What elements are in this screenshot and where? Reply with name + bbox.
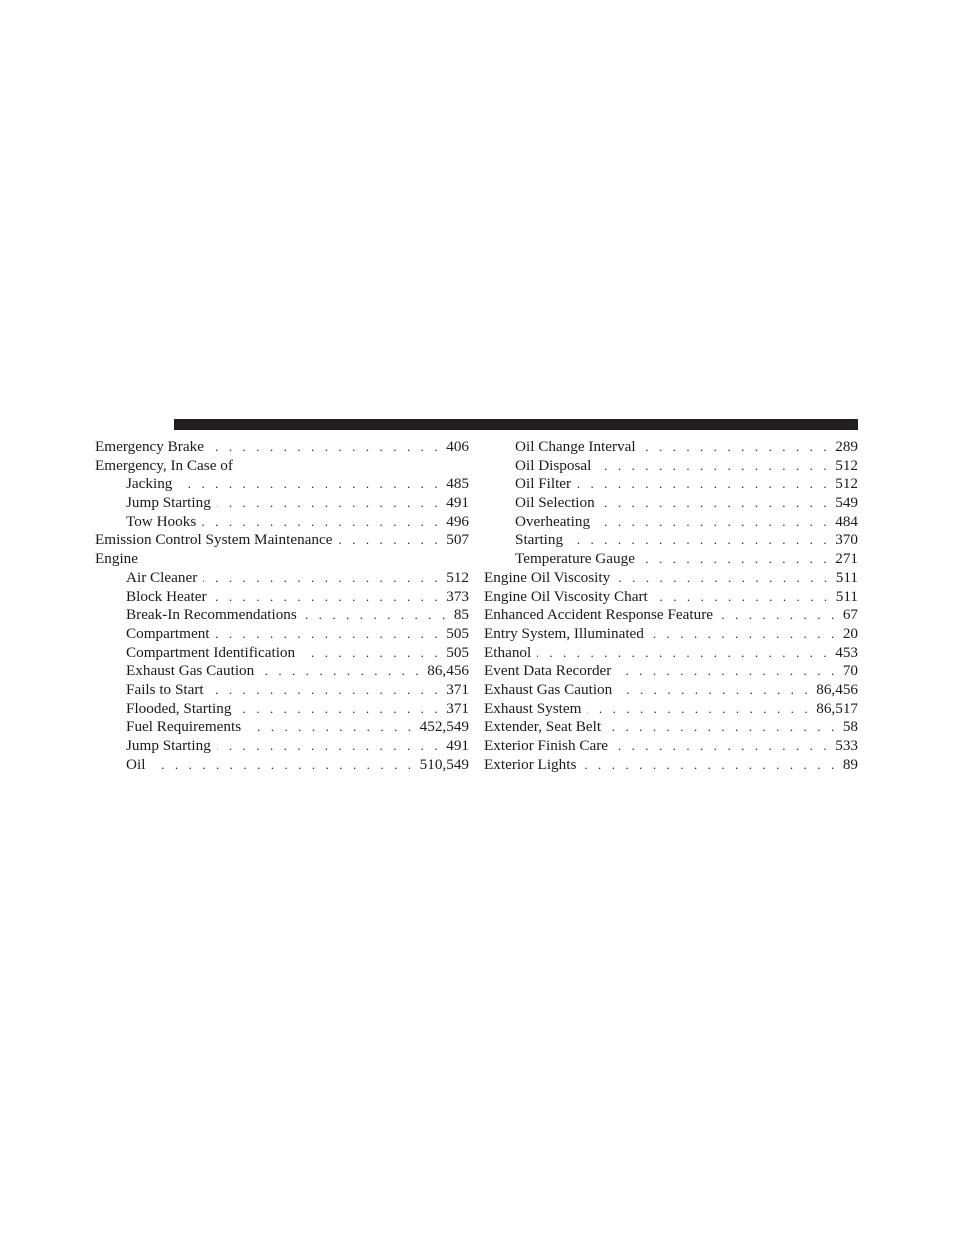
index-entry	[484, 700, 858, 719]
index-entry-label: Jacking	[126, 475, 173, 493]
index-entry	[484, 737, 858, 756]
index-entry	[484, 513, 858, 532]
index-entry-page: 271	[835, 550, 858, 568]
index-entry-label: Emergency, In Case of	[95, 456, 233, 474]
index-entry-page: 512	[835, 475, 858, 493]
index-entry	[95, 737, 469, 756]
index-entry-page: 505	[446, 624, 469, 642]
index-entry-label: Starting	[515, 531, 564, 549]
index-entry-label: Emission Control System Maintenance	[95, 531, 333, 549]
dot-leader	[203, 569, 441, 588]
index-entry-page: 371	[446, 680, 469, 698]
index-entry	[484, 550, 858, 569]
dot-leader	[617, 662, 837, 681]
dot-leader	[237, 700, 441, 719]
index-entry	[484, 438, 858, 457]
index-entry-label: Compartment	[126, 624, 210, 642]
index-entry	[484, 494, 858, 513]
dot-leader	[597, 457, 830, 476]
dot-leader	[210, 438, 441, 457]
index-entry-label: Engine Oil Viscosity	[484, 568, 611, 586]
index-entry	[484, 718, 858, 737]
index-entry-label: Fails to Start	[126, 680, 204, 698]
dot-leader	[260, 662, 422, 681]
index-entry-page: 510,549	[419, 755, 469, 773]
index-entry-page: 484	[835, 512, 858, 530]
index-entry-page: 491	[446, 737, 469, 754]
index-entry-label: Block Heater	[126, 587, 207, 605]
index-entry-page: 86,517	[816, 699, 858, 717]
index-entry	[484, 644, 858, 663]
index-entry	[484, 756, 858, 775]
index-entry-label: Event Data Recorder	[484, 662, 612, 680]
index-entry-page: 406	[446, 438, 469, 455]
index-entry-label: Exterior Lights	[484, 755, 577, 773]
index-entry-page: 85	[453, 606, 469, 624]
index-entry	[95, 513, 469, 532]
index-column-left	[95, 438, 469, 774]
index-entry-page: 496	[446, 512, 469, 530]
index-entry-page: 86,456	[427, 662, 469, 680]
index-entry-label: Exhaust Gas Caution	[126, 662, 255, 680]
dot-leader	[614, 737, 830, 756]
index-entry-label: Oil Change Interval	[515, 438, 636, 455]
index-entry-page: 373	[446, 587, 469, 605]
dot-leader	[601, 494, 830, 513]
index-entry-page: 20	[842, 624, 858, 642]
index-entry	[95, 718, 469, 737]
dot-leader	[607, 718, 838, 737]
dot-leader	[210, 681, 442, 700]
index-entry	[484, 457, 858, 476]
dot-leader	[178, 475, 441, 494]
index-entry-label: Engine	[95, 550, 139, 568]
index-entry	[484, 475, 858, 494]
dot-leader	[641, 550, 830, 569]
index-entry-label: Compartment Identification	[126, 643, 296, 661]
index-entry-page: 452,549	[419, 718, 469, 736]
index-entry-page: 507	[446, 531, 469, 549]
dot-leader	[654, 588, 831, 607]
index-entry-page: 67	[842, 606, 858, 624]
dot-leader	[618, 681, 811, 700]
index-entry	[484, 606, 858, 625]
dot-leader	[339, 531, 442, 550]
index-entry	[95, 606, 469, 625]
dot-leader	[202, 513, 441, 532]
index-entry-label: Fuel Requirements	[126, 718, 242, 736]
dot-leader	[577, 475, 830, 494]
index-entry-page: 533	[835, 737, 858, 754]
index-entry-label: Engine Oil Viscosity Chart	[484, 587, 648, 605]
index-entry-label: Flooded, Starting	[126, 699, 232, 717]
dot-leader	[719, 606, 838, 625]
index-entry-label: Exhaust Gas Caution	[484, 680, 613, 698]
index-entry-label: Temperature Gauge	[515, 550, 635, 568]
index-entry-page: 549	[835, 494, 858, 512]
index-entry-page: 511	[835, 587, 858, 605]
dot-leader	[151, 756, 414, 775]
index-entry	[484, 569, 858, 588]
index-entry-label: Exhaust System	[484, 699, 582, 717]
index-entry	[484, 531, 858, 550]
dot-leader	[582, 756, 837, 775]
dot-leader	[301, 644, 441, 663]
index-entry-label: Emergency Brake	[95, 438, 204, 455]
index-entry	[95, 569, 469, 588]
dot-leader	[247, 718, 414, 737]
index-entry	[95, 550, 469, 569]
index-entry-page: 70	[842, 662, 858, 680]
index-entry-page: 289	[835, 438, 858, 455]
index-entry	[95, 681, 469, 700]
index-entry	[95, 531, 469, 550]
index-entry-label: Oil Selection	[515, 494, 595, 512]
index-entry	[95, 756, 469, 775]
index-entry-label: Exterior Finish Care	[484, 737, 609, 754]
index-entry	[484, 588, 858, 607]
index-entry	[95, 644, 469, 663]
index-entry-label: Tow Hooks	[126, 512, 197, 530]
index-entry-label: Jump Starting	[126, 494, 211, 512]
index-entry	[95, 475, 469, 494]
index-entry	[484, 662, 858, 681]
index-entry	[95, 494, 469, 513]
dot-leader	[642, 438, 831, 457]
index-entry	[95, 438, 469, 457]
index-entry-page: 58	[842, 718, 858, 736]
index-entry-label: Overheating	[515, 512, 591, 530]
index-entry-label: Oil Disposal	[515, 456, 592, 474]
index-entry-label: Oil Filter	[515, 475, 572, 493]
index-entry-label: Oil	[126, 755, 146, 773]
index-entry	[484, 625, 858, 644]
dot-leader	[217, 737, 441, 756]
dot-leader	[303, 606, 449, 625]
dot-leader	[216, 625, 442, 644]
index-entry-page: 453	[835, 643, 858, 661]
index-entry-label: Break-In Recommendations	[126, 606, 297, 624]
index-entry-page: 370	[835, 531, 858, 549]
index-entry	[484, 681, 858, 700]
index-entry-page: 371	[446, 699, 469, 717]
index-entry-label: Extender, Seat Belt	[484, 718, 602, 736]
index-entry-label: Entry System, Illuminated	[484, 624, 644, 642]
dot-leader	[537, 644, 830, 663]
index-entry-page: 512	[835, 456, 858, 474]
index-entry-page: 89	[842, 755, 858, 773]
index-entry	[95, 457, 469, 476]
index-entry	[95, 662, 469, 681]
index-entry-page: 485	[446, 475, 469, 493]
index-entry-page: 86,456	[816, 680, 858, 698]
index-entry-label: Air Cleaner	[126, 568, 198, 586]
index-entry-page: 511	[835, 568, 858, 586]
dot-leader	[217, 494, 441, 513]
index-column-right	[484, 438, 858, 774]
header-bar	[174, 419, 858, 430]
index-entry-label: Jump Starting	[126, 737, 211, 754]
dot-leader	[596, 513, 830, 532]
index-entry-page: 491	[446, 494, 469, 512]
dot-leader	[650, 625, 838, 644]
index-entry-label: Ethanol	[484, 643, 532, 661]
index-entry	[95, 625, 469, 644]
dot-leader	[569, 531, 830, 550]
index-entry-page: 512	[446, 568, 469, 586]
dot-leader	[587, 700, 811, 719]
dot-leader	[213, 588, 442, 607]
index-entry	[95, 700, 469, 719]
index-entry-label: Enhanced Accident Response Feature	[484, 606, 713, 624]
dot-leader	[616, 569, 831, 588]
index-entry-page: 505	[446, 643, 469, 661]
index-entry	[95, 588, 469, 607]
